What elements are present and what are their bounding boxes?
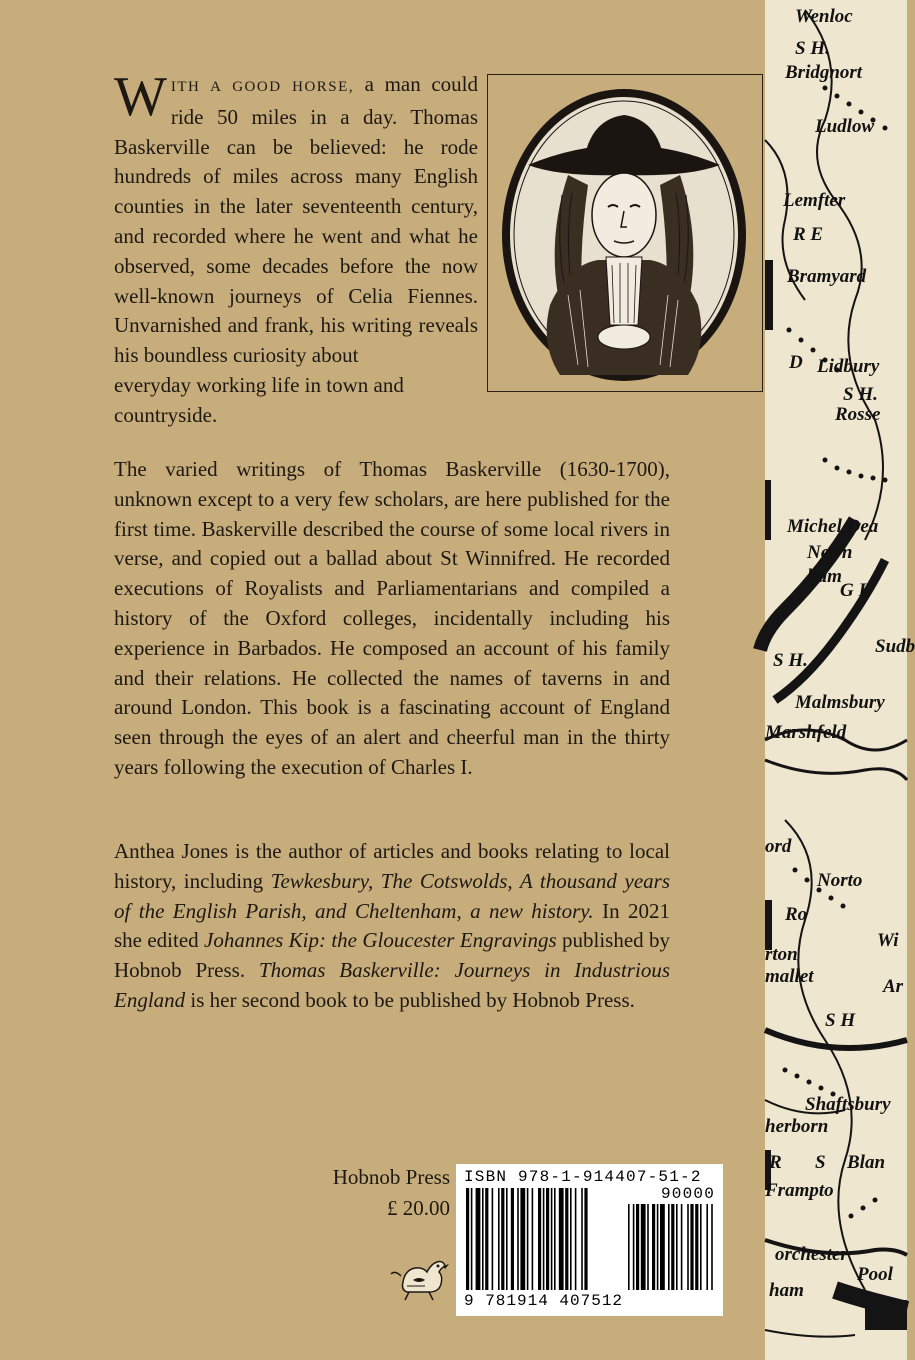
barcode-bar	[711, 1204, 713, 1290]
map-label: herborn	[765, 1116, 829, 1137]
map-label: D	[789, 352, 803, 373]
intro-smallcaps: ITH A GOOD HORSE,	[170, 79, 355, 95]
barcode-bar	[492, 1188, 494, 1290]
map-label: Norto	[817, 870, 863, 891]
publisher-block	[300, 1162, 450, 1224]
barcode-bar	[471, 1188, 473, 1290]
bio-title-baskerville: Thomas Baskerville: Journeys in Industrious England	[114, 958, 670, 1012]
barcode-price-code: 90000	[660, 1185, 715, 1203]
bio-text: is her second book to be published by Hobnob Press.	[185, 987, 635, 1012]
map-label: Lidbury	[817, 356, 880, 377]
bio-text: published by Hobnob Press.	[114, 928, 670, 983]
map-label: Sudb	[875, 636, 915, 657]
barcode-bar	[466, 1188, 469, 1290]
barcode-bar	[551, 1188, 553, 1290]
barcode-bar	[575, 1188, 577, 1290]
map-label: Michel Dea	[787, 516, 879, 537]
map-label: Ar	[883, 976, 904, 997]
map-strip	[765, 0, 915, 1360]
intro-text: a man could ride 50 miles in a day. Thomas Baskerville can be believed: he rode hundreds of miles across many English counties in the later seventeenth century, and recorded where he went and what he observed, some decades before the now well-known journeys of Celia Fiennes. Unvarnished and frank, his writing reveals his boundless curiosity about	[114, 72, 478, 368]
publisher-name: Hobnob Press	[332, 1165, 450, 1189]
map-label: S H.	[843, 384, 878, 405]
map-label: R	[769, 1152, 782, 1173]
barcode-bar	[581, 1188, 583, 1290]
map-label: G L	[840, 580, 871, 601]
barcode-bar	[538, 1188, 541, 1290]
drop-cap: W	[114, 66, 167, 128]
isbn-barcode	[456, 1164, 723, 1316]
barcode-bar	[511, 1188, 514, 1290]
portrait-engraving	[488, 75, 761, 390]
map-label: Bridgnort	[785, 62, 863, 83]
map-label: S H.	[773, 650, 808, 671]
map-label: S H	[825, 1010, 856, 1031]
map-label: Marshfeld	[765, 722, 847, 743]
map-label: Malmsbury	[795, 692, 885, 713]
barcode-bar	[687, 1204, 689, 1290]
map-label: Wenloc	[795, 6, 853, 27]
barcode-bar	[554, 1188, 556, 1290]
barcode-bar	[532, 1188, 534, 1290]
barcode-bar	[636, 1204, 639, 1290]
map-label: S	[815, 1152, 826, 1173]
barcode-bar	[628, 1204, 630, 1290]
barcode-bar	[498, 1188, 500, 1290]
bio-text: In 2021 she edited	[114, 898, 670, 953]
barcode-bar	[657, 1204, 659, 1290]
map-label: Blan	[847, 1152, 886, 1173]
barcode-bar	[527, 1188, 529, 1290]
bio-title-kip: Johannes Kip: the Gloucester Engravings	[204, 928, 557, 953]
barcode-bar	[652, 1204, 655, 1290]
intro-last-line: everyday working life in town and countryside.	[114, 372, 404, 427]
barcode-bar	[641, 1204, 646, 1290]
barcode-bar	[476, 1188, 481, 1290]
barcode-bar	[671, 1204, 674, 1290]
barcode-bar	[690, 1204, 693, 1290]
map-label: ham	[807, 566, 842, 587]
map-label: Rosse	[835, 404, 881, 425]
barcode-bar	[660, 1204, 665, 1290]
map-label: Ro	[785, 904, 808, 925]
map-label: Newn	[807, 542, 853, 563]
map-label: Pool	[857, 1264, 893, 1285]
map-label: Shaftsbury	[805, 1094, 891, 1115]
description-paragraph: The varied writings of Thomas Baskerville (1630-1700), unknown except to a very few scholars, are here published for the first time. Baskerville described the course of some local rivers in verse, and copied out a ballad about St Winnifred. He recorded executions of Royalists and Parliamentarians and compiled a history of the Oxford colleges, incidentally including his experience in Barbados. He composed an account of his family and their relations. He collected the names of taverns in and around London. This book is a fascinating account of England seen through the eyes of an alert and cheerful man in the thirty years following the execution of Charles I.	[114, 457, 670, 779]
map-label: mallet	[765, 966, 814, 987]
barcode-bar	[676, 1204, 678, 1290]
barcode-bar	[668, 1204, 670, 1290]
barcode-bar	[520, 1188, 525, 1290]
barcode-bar	[543, 1188, 545, 1290]
barcode-bar	[482, 1188, 484, 1290]
barcode-bar	[501, 1188, 504, 1290]
map-label: S H.	[795, 38, 830, 59]
barcode-bar	[570, 1188, 572, 1290]
map-label: ham	[769, 1280, 804, 1301]
barcode-bar	[559, 1188, 564, 1290]
barcode-bar	[485, 1188, 488, 1290]
map-label: rton	[765, 944, 798, 965]
barcode-bar	[706, 1204, 708, 1290]
barcode-bar	[517, 1188, 519, 1290]
barcode-bar	[700, 1204, 702, 1290]
barcode-bar	[506, 1188, 508, 1290]
price: £ 20.00	[387, 1196, 450, 1220]
barcode-bar	[584, 1188, 587, 1290]
barcode-digits: 9 781914 407512	[464, 1292, 624, 1310]
map-label: Bramyard	[787, 266, 867, 287]
map-label: ord	[765, 836, 792, 857]
map-label: Ludlow	[815, 116, 875, 137]
map-label: Lemfter	[783, 190, 846, 211]
barcode-bar	[633, 1204, 635, 1290]
bio-titles: Tewkesbury, The Cotswolds, A thousand years of the English Parish, and Cheltenham, a new history.	[114, 868, 670, 923]
barcode-bar	[565, 1188, 568, 1290]
portrait-frame	[487, 74, 763, 392]
barcode-bar	[695, 1204, 698, 1290]
map-label: R E	[793, 224, 824, 245]
barcode-bar	[546, 1188, 549, 1290]
map-label: Frampto	[765, 1180, 834, 1201]
map-label: orchester	[775, 1244, 848, 1265]
bio-text: Anthea Jones is the author of articles and books relating to local history, including	[114, 839, 670, 893]
map-label: Wi	[877, 930, 899, 951]
author-bio-paragraph	[114, 837, 670, 1016]
isbn-label: ISBN 978-1-914407-51-2	[464, 1168, 702, 1186]
hobnob-logo-icon	[385, 1242, 455, 1302]
barcode-bar	[647, 1204, 649, 1290]
barcode-bar	[681, 1204, 683, 1290]
